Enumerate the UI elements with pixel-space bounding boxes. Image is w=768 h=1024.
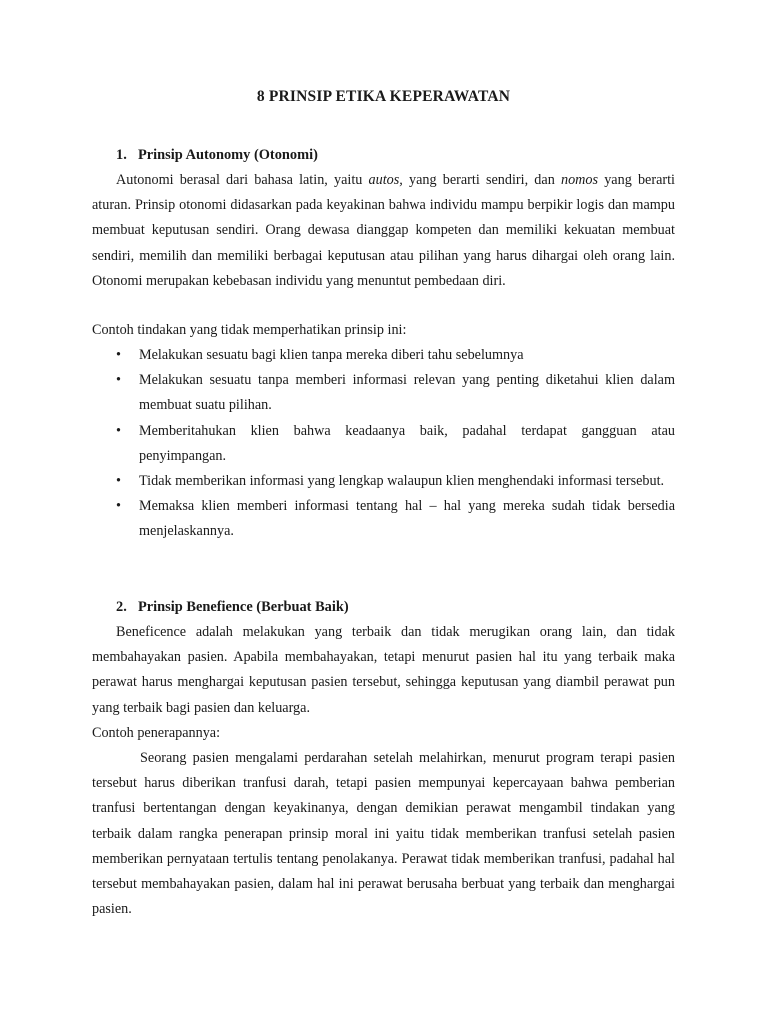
section-1-heading-text: Prinsip Autonomy (Otonomi) bbox=[138, 147, 318, 163]
list-item-text: Melakukan sesuatu tanpa memberi informasi relevan yang penting diketahui klien dalam membuat suatu pilihan. bbox=[139, 372, 675, 414]
list-item bbox=[92, 343, 675, 368]
document-page bbox=[92, 0, 675, 1024]
list-item bbox=[92, 368, 675, 418]
section-1-paragraph-part-c: yang berarti aturan. Prinsip otonomi didasarkan pada keyakinan bahwa individu mampu berpikir logis dan mampu membuat keputusan sendiri. Orang dewasa dianggap kompeten dan memiliki kekuatan membuat sendiri, memilih dan memiliki berbagai keputusan atau pilihan yang harus dihargai oleh orang lain. Otonomi merupakan kebebasan individu yang menuntut pembedaan diri. bbox=[92, 172, 675, 289]
section-2-heading-text: Prinsip Benefience (Berbuat Baik) bbox=[138, 599, 349, 615]
section-1-heading bbox=[116, 147, 318, 164]
list-item bbox=[92, 469, 675, 494]
section-1-number: 1. bbox=[116, 147, 127, 163]
bullet-symbol: • bbox=[116, 372, 121, 389]
bullet-symbol: • bbox=[116, 498, 121, 515]
list-item-text: Memaksa klien memberi informasi tentang hal – hal yang mereka sudah tidak bersedia menjelaskannya. bbox=[139, 498, 675, 540]
section-1-bullet-list bbox=[92, 343, 675, 545]
section-1-paragraph-part-b: yang berarti sendiri, dan bbox=[402, 172, 561, 188]
section-2-paragraph: Beneficence adalah melakukan yang terbaik dan tidak merugikan orang lain, dan tidak membahayakan pasien. Apabila membahayakan, tetapi menurut pasien hal itu yang terbaik maka perawat harus menghargai keputusan pasien tersebut, sehingga keputusan yang diambil perawat pun yang terbaik bagi pasien dan keluarga. bbox=[92, 624, 675, 716]
section-2-number: 2. bbox=[116, 599, 127, 615]
bullet-symbol: • bbox=[116, 347, 121, 363]
section-2-example-paragraph: Seorang pasien mengalami perdarahan setelah melahirkan, menurut program terapi pasien tersebut harus diberikan tranfusi darah, tetapi pasien mempunyai kepercayaan bahwa pemberian tranfusi bertentangan dengan keyakinanya, dengan demikian perawat mengambil tindakan yang terbaik dalam rangka penerapan prinsip moral ini yaitu tidak memberikan tranfusi setelah pasien memberikan pernyataan tertulis tentang penolakanya. Perawat tidak memberikan tranfusi, padahal hal tersebut membahayakan pasien, dalam hal ini perawat berusaha berbuat yang terbaik dan menghargai pasien. bbox=[92, 750, 675, 918]
section-1-example-label: Contoh tindakan yang tidak memperhatikan prinsip ini: bbox=[92, 322, 407, 338]
list-item bbox=[92, 494, 675, 544]
section-1-paragraph bbox=[92, 168, 675, 294]
list-item-text: Melakukan sesuatu bagi klien tanpa mereka diberi tahu sebelumnya bbox=[139, 347, 524, 363]
latin-term-autos: autos, bbox=[368, 172, 403, 188]
bullet-symbol: • bbox=[116, 422, 121, 439]
bullet-symbol: • bbox=[116, 473, 121, 490]
section-1-paragraph-part-a: Autonomi berasal dari bahasa latin, yaitu bbox=[116, 172, 369, 188]
section-2-heading bbox=[116, 599, 349, 616]
latin-term-nomos: nomos bbox=[560, 172, 599, 188]
list-item bbox=[92, 419, 675, 469]
list-item-text: Tidak memberikan informasi yang lengkap walaupun klien menghendaki informasi tersebut. bbox=[139, 473, 665, 490]
section-2-example-label: Contoh penerapannya: bbox=[92, 725, 221, 741]
document-title: 8 PRINSIP ETIKA KEPERAWATAN bbox=[256, 88, 511, 105]
list-item-text: Memberitahukan klien bahwa keadaanya baik, padahal terdapat gangguan atau penyimpangan. bbox=[139, 422, 675, 464]
